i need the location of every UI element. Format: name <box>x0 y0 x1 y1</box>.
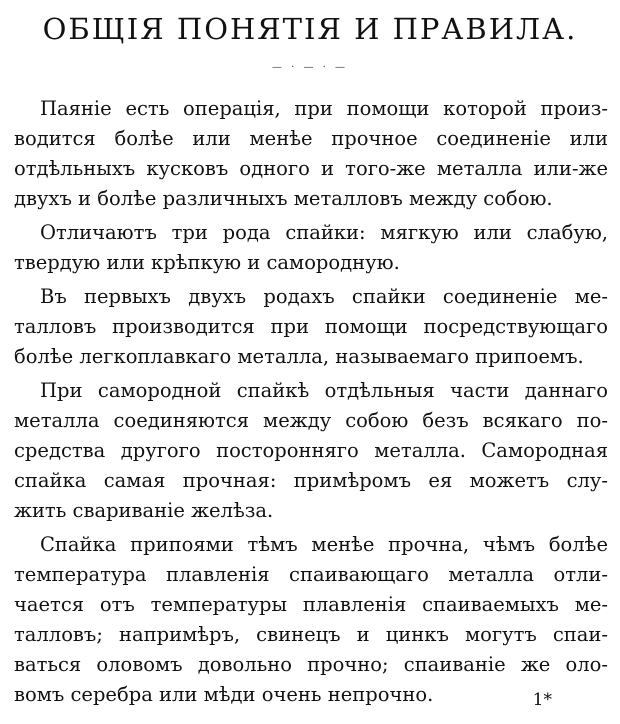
body-text <box>14 94 608 714</box>
text-line: Паяніе есть операція, при помощи которой произ- <box>40 97 608 120</box>
text-line: водится болѣе или менѣе прочное соединеніе или <box>14 127 608 150</box>
text-line: металла соединяются между собою безъ всякаго по- <box>14 409 608 432</box>
paragraph-2 <box>14 218 608 278</box>
paragraph-1 <box>14 94 608 214</box>
paragraph-5 <box>14 530 608 710</box>
paragraph-3 <box>14 282 608 372</box>
page-signature: 1* <box>532 690 552 710</box>
chapter-title: ОБЩІЯ ПОНЯТІЯ И ПРАВИЛА. <box>42 12 578 46</box>
text-line: При самородной спайкѣ отдѣльныя части даннаго <box>40 379 608 402</box>
text-line: температура плавленія спаивающаго металла отли- <box>14 563 608 586</box>
text-line: жить свариваніе желѣза. <box>14 499 274 522</box>
text-line: вомъ серебра или мѣди очень непрочно. <box>14 683 434 706</box>
text-line: двухъ и болѣе различныхъ металловъ между собою. <box>14 187 553 210</box>
text-line: талловъ; напримѣръ, свинецъ и цинкъ могутъ спаи- <box>14 623 608 646</box>
text-line: Спайка припоями тѣмъ менѣе прочна, чѣмъ болѣе <box>40 533 608 556</box>
title-ornament: — · — · — <box>271 62 349 73</box>
text-line: отдѣльныхъ кусковъ одного и того-же металла или-же <box>14 157 608 180</box>
text-line: ваться оловомъ довольно прочно; спаиваніе же оло- <box>14 653 608 676</box>
text-line: Отличаютъ три рода спайки: мягкую или слабую, <box>40 221 608 244</box>
text-line: Въ первыхъ двухъ родахъ спайки соединеніе ме- <box>40 285 608 308</box>
text-line: чается отъ температуры плавленія спаиваемыхъ ме- <box>14 593 608 616</box>
text-line: твердую или крѣпкую и самородную. <box>14 251 400 274</box>
text-line: болѣе легкоплавкаго металла, называемаго припоемъ. <box>14 345 584 368</box>
text-line: спайка самая прочная: примѣромъ ея можетъ слу- <box>14 469 608 492</box>
paragraph-4 <box>14 376 608 526</box>
text-line: средства другого посторонняго металла. Самородная <box>14 439 608 462</box>
text-line: талловъ производится при помощи посредствующаго <box>14 315 608 338</box>
